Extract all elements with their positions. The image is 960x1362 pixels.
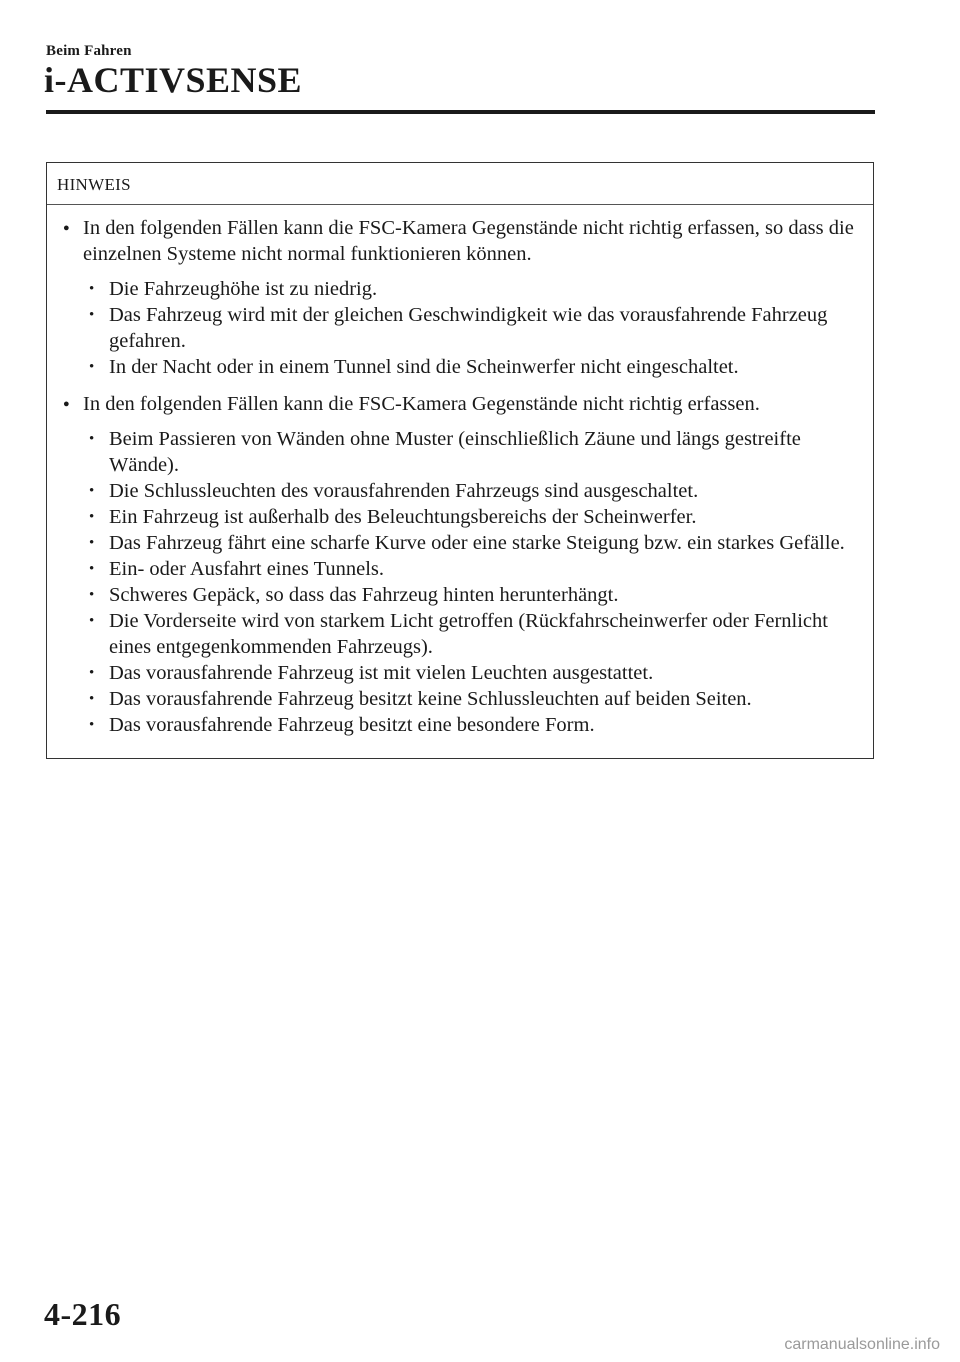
section-label: Beim Fahren — [46, 43, 132, 59]
note-sublist — [61, 276, 859, 380]
list-item: • Ein Fahrzeug ist außerhalb des Beleuchtungsbereichs der Scheinwerfer. — [61, 504, 859, 530]
note-box — [46, 162, 874, 759]
note-body — [47, 205, 873, 738]
list-item: • Beim Passieren von Wänden ohne Muster (einschließlich Zäune und längs gestreifte Wände). — [61, 426, 859, 478]
note-heading: HINWEIS — [47, 163, 873, 205]
list-item: • Die Vorderseite wird von starkem Licht getroffen (Rückfahrscheinwerfer oder Fernlicht eines entgegenkommenden Fahrzeugs). — [61, 608, 859, 660]
page-title: i-ACTIVSENSE — [44, 60, 303, 100]
list-item: • Das Fahrzeug fährt eine scharfe Kurve oder eine starke Steigung bzw. ein starkes Gefälle. — [61, 530, 859, 556]
note-sublist — [61, 426, 859, 738]
list-item: • Das vorausfahrende Fahrzeug besitzt keine Schlussleuchten auf beiden Seiten. — [61, 686, 859, 712]
header-divider — [46, 110, 875, 114]
list-item: • Die Fahrzeughöhe ist zu niedrig. — [61, 276, 859, 302]
note-group — [61, 215, 859, 380]
list-item: • Ein- oder Ausfahrt eines Tunnels. — [61, 556, 859, 582]
page-number: 4-216 — [44, 1296, 122, 1332]
list-item: • Das Fahrzeug wird mit der gleichen Geschwindigkeit wie das vorausfahrende Fahrzeug gefahren. — [61, 302, 859, 354]
list-item: • Schweres Gepäck, so dass das Fahrzeug hinten herunterhängt. — [61, 582, 859, 608]
note-bullet: ● In den folgenden Fällen kann die FSC-Kamera Gegenstände nicht richtig erfassen. — [61, 391, 859, 417]
list-item: • Das vorausfahrende Fahrzeug ist mit vielen Leuchten ausgestattet. — [61, 660, 859, 686]
list-item: • In der Nacht oder in einem Tunnel sind die Scheinwerfer nicht eingeschaltet. — [61, 354, 859, 380]
note-group — [61, 391, 859, 738]
watermark-link[interactable]: carmanualsonline.info — [784, 1336, 940, 1353]
list-item: • Das vorausfahrende Fahrzeug besitzt eine besondere Form. — [61, 712, 859, 738]
note-bullet: ● In den folgenden Fällen kann die FSC-Kamera Gegenstände nicht richtig erfassen, so dass die einzelnen Systeme nicht normal funktionieren können. — [61, 215, 859, 267]
list-item: • Die Schlussleuchten des vorausfahrenden Fahrzeugs sind ausgeschaltet. — [61, 478, 859, 504]
